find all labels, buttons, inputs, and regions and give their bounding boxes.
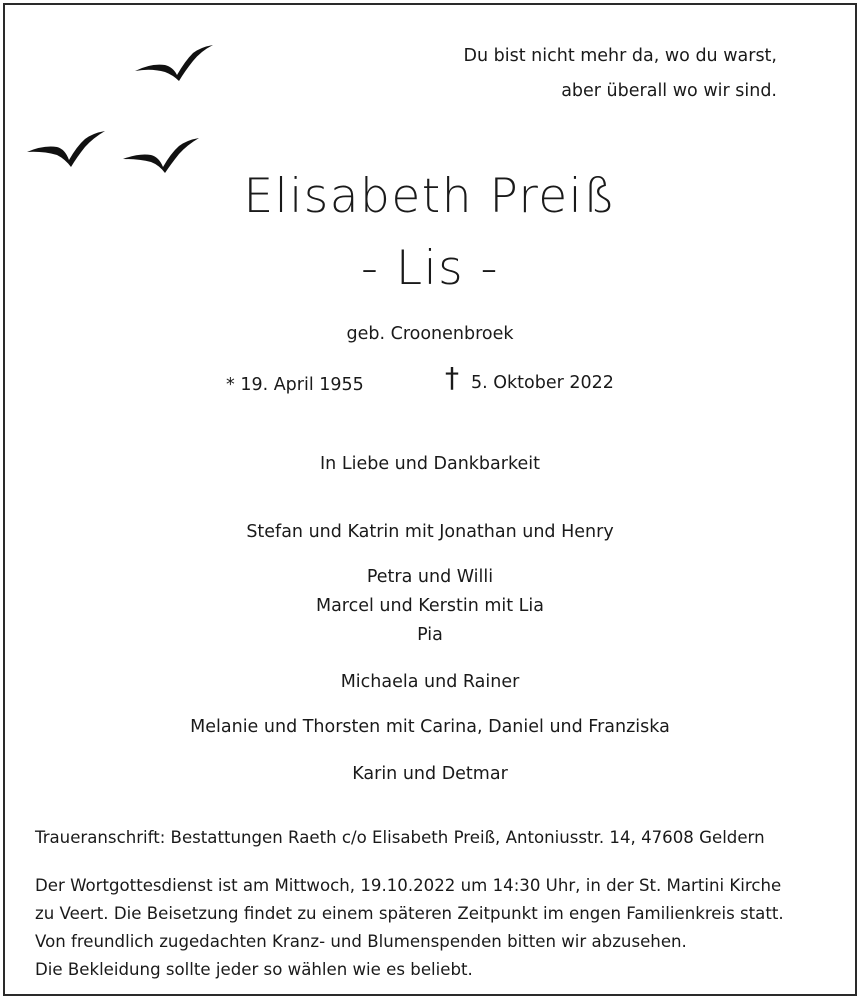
death-date: 5. Oktober 2022 xyxy=(471,373,614,393)
deceased-nickname: - Lis - xyxy=(360,241,500,296)
quote-line-1: Du bist nicht mehr da, wo du warst, xyxy=(463,46,777,66)
mourner-line: Petra und Willi xyxy=(366,567,494,587)
service-line: Die Bekleidung sollte jeder so wählen wie es beliebt. xyxy=(35,960,473,979)
mourner-line: Melanie und Thorsten mit Carina, Daniel und Franziska xyxy=(190,717,670,737)
mourning-address: Traueranschrift: Bestattungen Raeth c/o Elisabeth Preiß, Antoniusstr. 14, 47608 Geldern xyxy=(35,828,765,847)
deceased-name: Elisabeth Preiß xyxy=(243,169,617,224)
birds-icon xyxy=(5,5,235,185)
obituary-card xyxy=(3,3,857,996)
mourner-line: Michaela und Rainer xyxy=(340,672,520,692)
birth-name: geb. Croonenbroek xyxy=(346,324,514,344)
mourner-line: Stefan und Katrin mit Jonathan und Henry xyxy=(246,522,614,542)
birth-date: * 19. April 1955 xyxy=(226,375,364,395)
mourner-line: Marcel und Kerstin mit Lia xyxy=(315,596,545,616)
intro-text: In Liebe und Dankbarkeit xyxy=(320,454,540,474)
service-line: Von freundlich zugedachten Kranz- und Blumenspenden bitten wir abzusehen. xyxy=(35,932,687,951)
service-line: Der Wortgottesdienst ist am Mittwoch, 19.10.2022 um 14:30 Uhr, in der St. Martini Kirche xyxy=(35,876,782,895)
mourner-line: Karin und Detmar xyxy=(352,764,508,784)
quote-line-2: aber überall wo wir sind. xyxy=(561,81,777,101)
mourner-line: Pia xyxy=(417,625,443,645)
cross-icon: † xyxy=(445,361,459,394)
service-line: zu Veert. Die Beisetzung findet zu einem späteren Zeitpunkt im engen Familienkreis statt. xyxy=(35,904,784,923)
